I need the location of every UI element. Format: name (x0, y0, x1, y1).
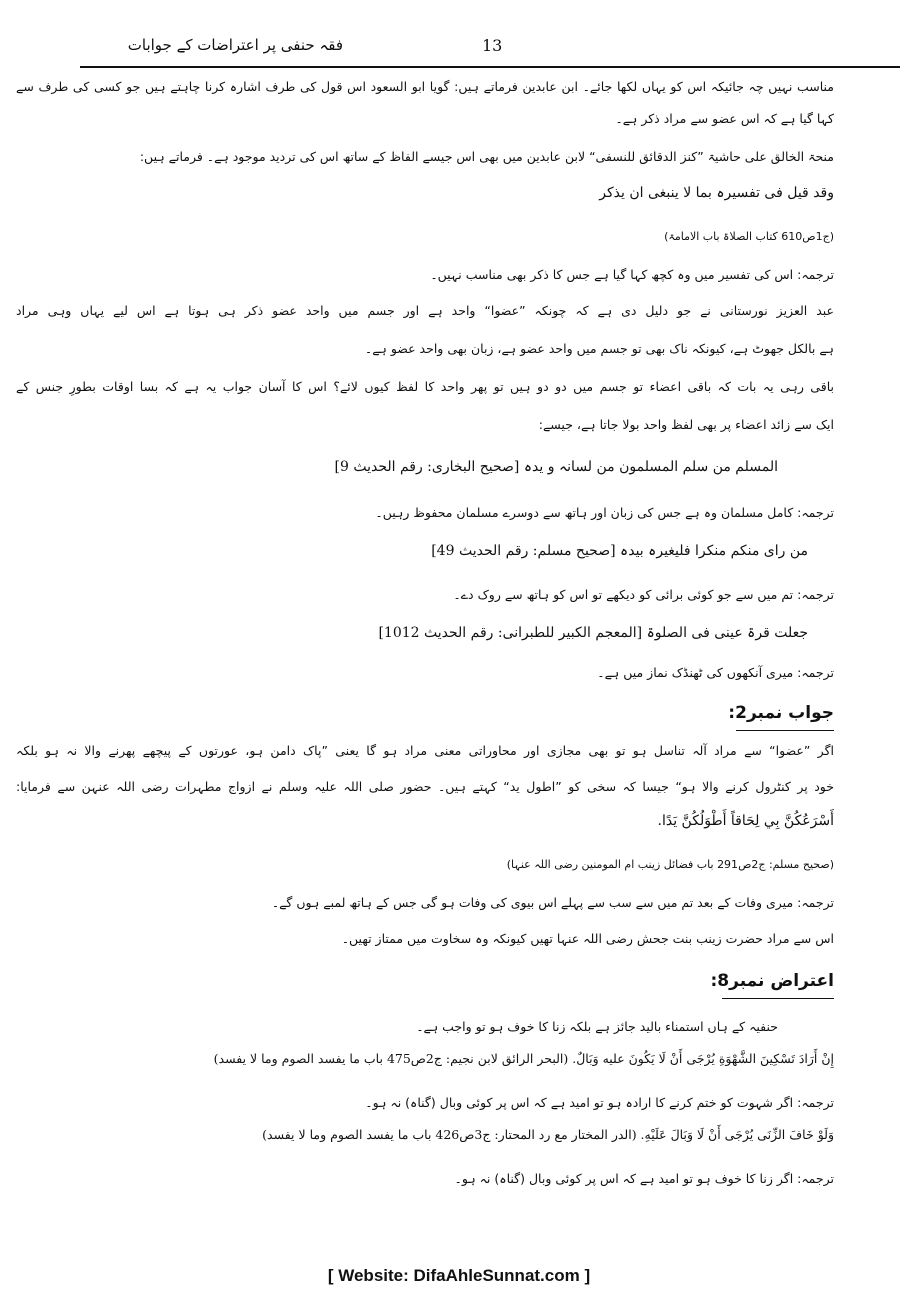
website-footer: [ Website: DifaAhleSunnat.com ] (327, 1266, 591, 1285)
page-number: 13 (482, 36, 503, 55)
paragraph-line: حنفیہ کے ہاں استمناء بالید جائز ہے بلکہ زنا کا خوف ہو تو واجب ہے۔ (416, 1019, 778, 1034)
hadith-quote: من رای منکم منکرا فلیغیرہ بیدہ [صحیح مسلم: رقم الحدیث 49] (431, 543, 808, 559)
paragraph-line: اس سے مراد حضرت زینب بنت جحش رضی اللہ عنہا تھیں کیونکہ وہ سخاوت میں ممتاز تھیں۔ (341, 931, 834, 946)
translation-line: ترجمہ: اگر زنا کا خوف ہو تو امید ہے کہ اس پر کوئی وبال (گناہ) نہ ہو۔ (454, 1171, 834, 1186)
paragraph-line: ایک سے زائد اعضاء پر بھی لفظ واحد بولا جاتا ہے، جیسے: (538, 417, 834, 432)
paragraph-line: باقی رہی یہ بات کہ باقی اعضاء تو جسم میں دو دو ہیں تو پھر واحد کا لفظ کیوں لائے؟ اس کا آسان جواب یہ ہے کہ بسا اوقات بطورِ جنس کے (16, 379, 834, 394)
hadith-quote: جعلت قرۃ عینی فی الصلوۃ [المعجم الکبیر للطبرانی: رقم الحدیث 1012] (378, 625, 808, 641)
paragraph-line: کہا گیا ہے کہ اس عضو سے مراد ذکر ہے۔ (615, 111, 834, 126)
translation-line: ترجمہ: اگر شہوت کو ختم کرنے کا ارادہ ہو تو امید ہے کہ اس پر کوئی وبال (گناہ) نہ ہو۔ (365, 1095, 834, 1110)
translation-line: ترجمہ: میری وفات کے بعد تم میں سے سب سے پہلے اس بیوی کی وفات ہو گی جس کے ہاتھ لمبے ہوں گے۔ (271, 895, 834, 910)
paragraph-line: مناسب نہیں چہ جائیکہ اس کو یہاں لکھا جائے۔ ابن عابدین فرماتے ہیں: گویا ابو السعود اس قول کی طرف اشارہ کرنا چاہتے ہیں جو کسی کی طرف سے (16, 79, 834, 94)
header-rule (80, 66, 900, 68)
heading-underline (722, 998, 834, 999)
paragraph-line: اگر ”عضوا“ سے مراد آلہ تناسل ہو تو بھی مجازی اور محاوراتی معنی مراد ہو گا یعنی ”پاک دامن ہو، عورتوں کے پیچھے پھرنے والا نہ ہو بلکہ (16, 743, 834, 758)
translation-line: ترجمہ: کامل مسلمان وہ ہے جس کی زبان اور ہاتھ سے دوسرے مسلمان محفوظ رہیں۔ (375, 505, 834, 520)
arabic-quote: أَسْرَعُكُنَّ بِي لِحَاقاً أَطْوَلُكُنَّ يَدًا. (657, 813, 834, 829)
paragraph-line: منحۃ الخالق علی حاشیۃ ”کنز الدقائق للنسفی“ لابن عابدین میں بھی اس جیسے الفاظ کے ساتھ اس کی تردید موجود ہے۔ فرماتے ہیں: (139, 149, 834, 164)
section-heading: اعتراض نمبر8: (710, 971, 834, 991)
arabic-quote: وقد قیل فی تفسیرہ بما لا ینبغی ان یذکر (599, 185, 834, 201)
heading-underline (736, 730, 834, 731)
translation-line: ترجمہ: اس کی تفسیر میں وہ کچھ کہا گیا ہے جس کا ذکر بھی مناسب نہیں۔ (430, 267, 834, 282)
reference-note: (صحیح مسلم: ج2ص291 باب فضائل زینب ام المومنین رضی اللہ عنہا) (506, 858, 834, 871)
reference-note: (ج1ص610 کتاب الصلاۃ باب الامامۃ) (664, 230, 834, 243)
running-header-title: فقہ حنفی پر اعتراضات کے جوابات (127, 36, 343, 54)
translation-line: ترجمہ: میری آنکھوں کی ٹھنڈک نماز میں ہے۔ (597, 665, 834, 680)
translation-line: ترجمہ: تم میں سے جو کوئی برائی کو دیکھے تو اس کو ہاتھ سے روک دے۔ (453, 587, 834, 602)
paragraph-line: عبد العزیز نورستانی نے جو دلیل دی ہے کہ چونکہ ”عضوا“ واحد ہے اور جسم میں واحد عضو ذکر ہی ہوتا ہے اس لیے یہاں وہی مراد (16, 303, 834, 318)
paragraph-line: ہے بالکل جھوٹ ہے، کیونکہ ناک بھی تو جسم میں واحد عضو ہے، زبان بھی واحد عضو ہے۔ (364, 341, 834, 356)
section-heading: جواب نمبر2: (728, 703, 834, 723)
arabic-quote-with-reference: وَلَوْ خَافَ الزِّنَى يُرْجَى أَنْ لَا وَبَالَ عَلَيْهِ. (الدر المختار مع رد المحتار: ج3ص426 باب ما یفسد الصوم وما لا یفسد) (262, 1127, 834, 1142)
arabic-quote-with-reference: إِنْ أَرَادَ تَسْكِينَ الشَّهْوَةِ يُرْجَى أَنْ لَا يَكُونَ عليه وَبَالٌ. (البحر الرائق لابن نجیم: ج2ص475 باب ما یفسد الصوم وما لا یفسد) (213, 1051, 834, 1066)
hadith-quote: المسلم من سلم المسلمون من لسانہ و یدہ [صحیح البخاری: رقم الحدیث 9] (334, 459, 778, 475)
paragraph-line: خود پر کنٹرول کرنے والا ہو“ جیسا کہ سخی کو ”اطول ید“ کہتے ہیں۔ حضور صلی اللہ علیہ وسلم نے ازواج مطہرات رضی اللہ عنہن سے فرمایا: (16, 779, 834, 794)
